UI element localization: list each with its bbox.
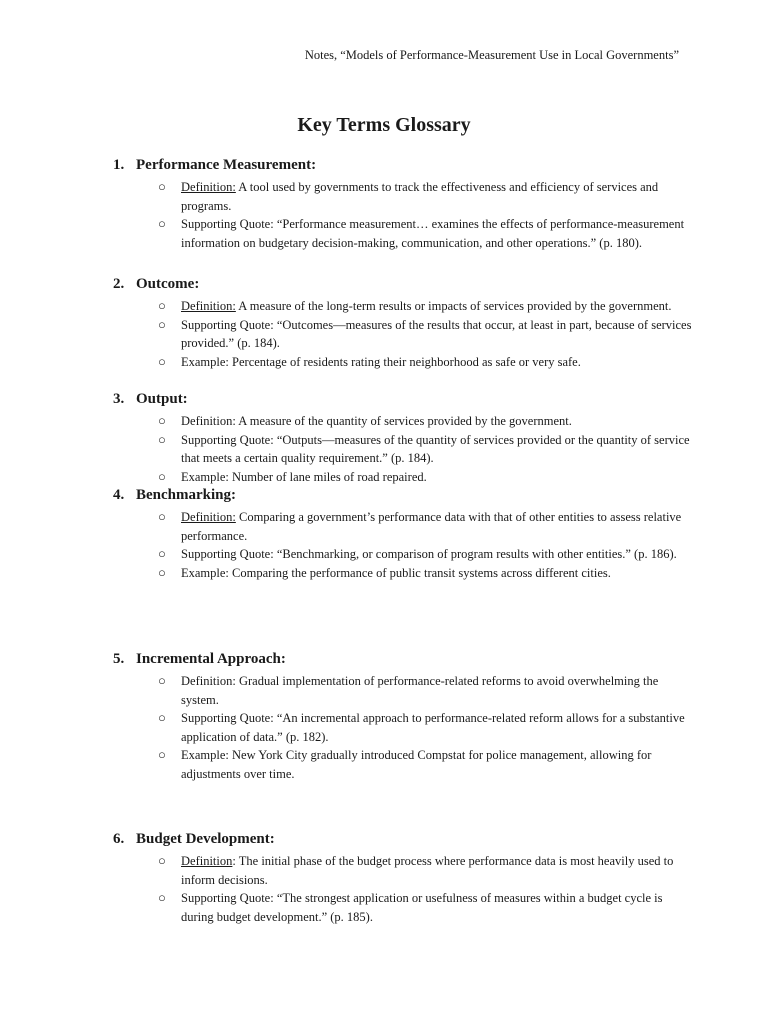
term-name: Incremental Approach: xyxy=(136,651,286,667)
circle-bullet-icon: ○ xyxy=(158,179,166,194)
item-label: Definition: xyxy=(181,180,236,194)
term-name: Output: xyxy=(136,391,188,407)
circle-bullet-icon: ○ xyxy=(158,509,166,524)
definition-item xyxy=(113,672,693,709)
circle-bullet-icon: ○ xyxy=(158,431,166,447)
circle-bullet-icon: ○ xyxy=(158,316,166,332)
definition-item xyxy=(113,852,693,889)
term-name: Benchmarking: xyxy=(136,487,237,503)
supporting-quote-item xyxy=(113,889,693,926)
glossary-term-performance-measurement xyxy=(113,157,693,252)
term-number: 4. xyxy=(113,487,125,503)
item-text: Comparing the performance of public transit systems across different cities. xyxy=(228,565,611,580)
item-label: Supporting Quote: xyxy=(181,547,274,562)
circle-bullet-icon: ○ xyxy=(158,298,166,313)
item-text: “Outputs—measures of the quantity of services provided or the quantity of service that meets a certain quality requirement.” (p. 184). xyxy=(181,432,690,466)
item-label: Example: xyxy=(181,469,229,484)
item-text: : The initial phase of the budget process where performance data is most heavily used to inform decisions. xyxy=(181,854,674,887)
item-label: Supporting Quote: xyxy=(181,432,274,447)
item-text: Comparing a government’s performance data with that of other entities to assess relative performance. xyxy=(181,510,682,543)
definition-item xyxy=(113,178,693,215)
supporting-quote-item xyxy=(113,709,693,746)
item-text: “Outcomes—measures of the results that occur, at least in part, because of services provided.” (p. 184). xyxy=(181,317,692,351)
term-name: Performance Measurement: xyxy=(136,157,317,173)
item-label: Supporting Quote: xyxy=(181,217,274,232)
circle-bullet-icon: ○ xyxy=(158,673,166,688)
header-note: Notes, “Models of Performance-Measurement Use in Local Governments” xyxy=(304,48,679,62)
circle-bullet-icon: ○ xyxy=(158,747,166,763)
definition-item xyxy=(113,412,693,431)
term-number: 1. xyxy=(113,157,125,173)
item-label: Definition: xyxy=(181,414,236,428)
item-text: Number of lane miles of road repaired. xyxy=(228,469,427,484)
term-number: 3. xyxy=(113,391,125,407)
glossary-term-benchmarking xyxy=(113,487,693,582)
glossary-term-budget-development xyxy=(113,831,693,926)
item-text: New York City gradually introduced Compstat for police management, allowing for adjustments over time. xyxy=(181,748,652,781)
page-title: Key Terms Glossary xyxy=(297,114,471,136)
supporting-quote-item xyxy=(113,215,693,252)
item-text: A measure of the long-term results or impacts of services provided by the government. xyxy=(235,299,672,313)
example-item xyxy=(113,746,693,783)
item-text: “Performance measurement… examines the effects of performance-measurement information on budgetary decision-making, communication, and other operations.” (p. 180). xyxy=(181,217,685,250)
example-item xyxy=(113,468,693,487)
term-number: 5. xyxy=(113,651,125,667)
term-number: 2. xyxy=(113,276,125,292)
glossary-term-output xyxy=(113,391,693,486)
item-label: Example: xyxy=(181,354,229,369)
item-label: Supporting Quote: xyxy=(181,317,274,332)
item-text: “Benchmarking, or comparison of program results with other entities.” (p. 186). xyxy=(273,547,677,562)
example-item xyxy=(113,564,693,583)
term-name: Outcome: xyxy=(136,276,200,292)
term-name: Budget Development: xyxy=(136,831,275,847)
item-label: Definition: xyxy=(181,674,236,688)
item-label: Definition: xyxy=(181,510,236,524)
circle-bullet-icon: ○ xyxy=(158,890,166,906)
example-item xyxy=(113,353,693,372)
item-label: Definition: xyxy=(181,299,236,313)
item-label: Example: xyxy=(181,565,229,580)
circle-bullet-icon: ○ xyxy=(158,853,166,868)
item-label: Example: xyxy=(181,748,229,763)
item-text: “The strongest application or usefulness of measures within a budget cycle is during budget development.” (p. 185). xyxy=(181,891,663,924)
item-label: Supporting Quote: xyxy=(181,891,274,906)
circle-bullet-icon: ○ xyxy=(158,546,166,562)
item-text: Gradual implementation of performance-related reforms to avoid overwhelming the system. xyxy=(181,674,659,707)
supporting-quote-item xyxy=(113,316,693,353)
item-label: Supporting Quote: xyxy=(181,711,274,726)
item-text: “An incremental approach to performance-related reform allows for a substantive application of data.” (p. 182). xyxy=(181,711,685,744)
item-text: A tool used by governments to track the effectiveness and efficiency of services and programs. xyxy=(181,180,659,213)
supporting-quote-item xyxy=(113,545,693,564)
glossary-term-outcome xyxy=(113,276,693,371)
circle-bullet-icon: ○ xyxy=(158,413,166,428)
supporting-quote-item xyxy=(113,431,693,468)
circle-bullet-icon: ○ xyxy=(158,710,166,726)
definition-item xyxy=(113,297,693,316)
circle-bullet-icon: ○ xyxy=(158,216,166,232)
definition-item xyxy=(113,508,693,545)
circle-bullet-icon: ○ xyxy=(158,353,166,369)
item-text: A measure of the quantity of services provided by the government. xyxy=(235,414,572,428)
item-text: Percentage of residents rating their neighborhood as safe or very safe. xyxy=(228,354,581,369)
circle-bullet-icon: ○ xyxy=(158,564,166,580)
term-number: 6. xyxy=(113,831,125,847)
glossary-term-incremental-approach xyxy=(113,651,693,784)
circle-bullet-icon: ○ xyxy=(158,468,166,484)
item-label: Definition xyxy=(181,854,233,868)
